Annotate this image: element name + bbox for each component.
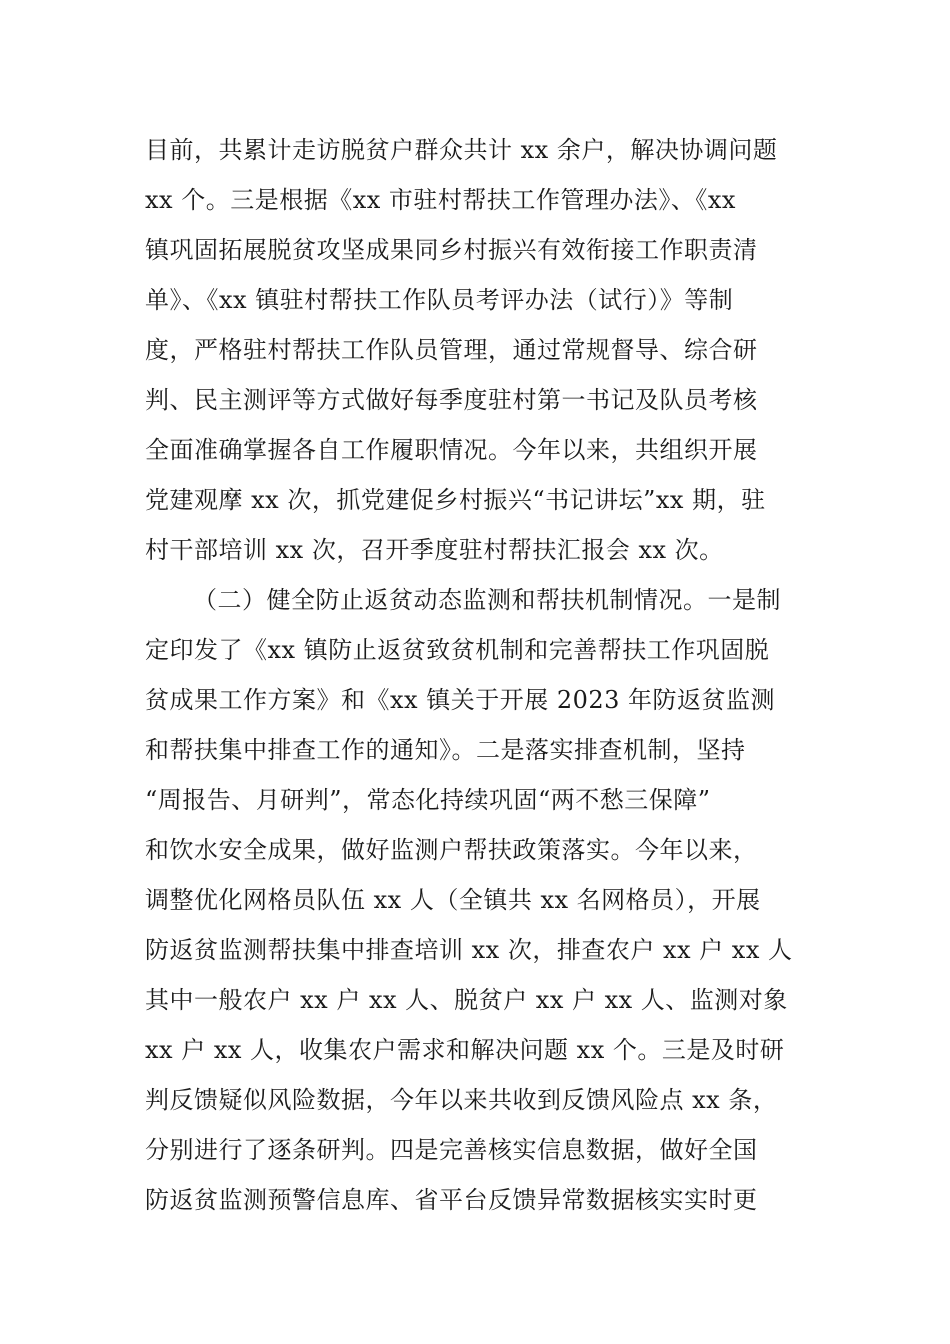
- text-line: xx 个。三是根据《xx 市驻村帮扶工作管理办法》、《xx: [145, 186, 736, 214]
- text-line: 全面准确掌握各自工作履职情况。今年以来，共组织开展: [145, 436, 758, 464]
- text-line: 判、民主测评等方式做好每季度驻村第一书记及队员考核: [145, 386, 758, 414]
- text-line: xx 户 xx 人，收集农户需求和解决问题 xx 个。三是及时研: [145, 1036, 785, 1064]
- text-line: “周报告、月研判”，常态化持续巩固“两不愁三保障”: [145, 786, 711, 814]
- text-line: 度，严格驻村帮扶工作队员管理，通过常规督导、综合研: [145, 336, 758, 364]
- text-line: 防返贫监测帮扶集中排查培训 xx 次，排查农户 xx 户 xx 人: [145, 936, 793, 964]
- text-line: 调整优化网格员队伍 xx 人（全镇共 xx 名网格员），开展: [145, 886, 761, 914]
- text-line: 党建观摩 xx 次，抓党建促乡村振兴“书记讲坛”xx 期，驻: [145, 486, 766, 514]
- text-line: 目前，共累计走访脱贫户群众共计 xx 余户，解决协调问题: [145, 136, 778, 164]
- text-line: 判反馈疑似风险数据，今年以来共收到反馈风险点 xx 条，: [145, 1086, 778, 1114]
- text-line: 和饮水安全成果，做好监测户帮扶政策落实。今年以来，: [145, 836, 758, 864]
- text-line: 村干部培训 xx 次，召开季度驻村帮扶汇报会 xx 次。: [145, 536, 724, 564]
- section-heading-line: （二）健全防止返贫动态监测和帮扶机制情况。一是制: [193, 586, 781, 614]
- text-line: 分别进行了逐条研判。四是完善核实信息数据，做好全国: [145, 1136, 758, 1164]
- text-line: 防返贫监测预警信息库、省平台反馈异常数据核实实时更: [145, 1186, 758, 1214]
- text-line: 和帮扶集中排查工作的通知》。二是落实排查机制，坚持: [145, 736, 746, 764]
- text-line: 镇巩固拓展脱贫攻坚成果同乡村振兴有效衔接工作职责清: [145, 236, 758, 264]
- text-line: 单》、《xx 镇驻村帮扶工作队员考评办法（试行）》等制: [145, 286, 734, 314]
- text-line: 定印发了《xx 镇防止返贫致贫机制和完善帮扶工作巩固脱: [145, 636, 770, 664]
- text-line: 贫成果工作方案》和《xx 镇关于开展 2023 年防返贫监测: [145, 686, 776, 714]
- text-line: 其中一般农户 xx 户 xx 人、脱贫户 xx 户 xx 人、监测对象: [145, 986, 788, 1014]
